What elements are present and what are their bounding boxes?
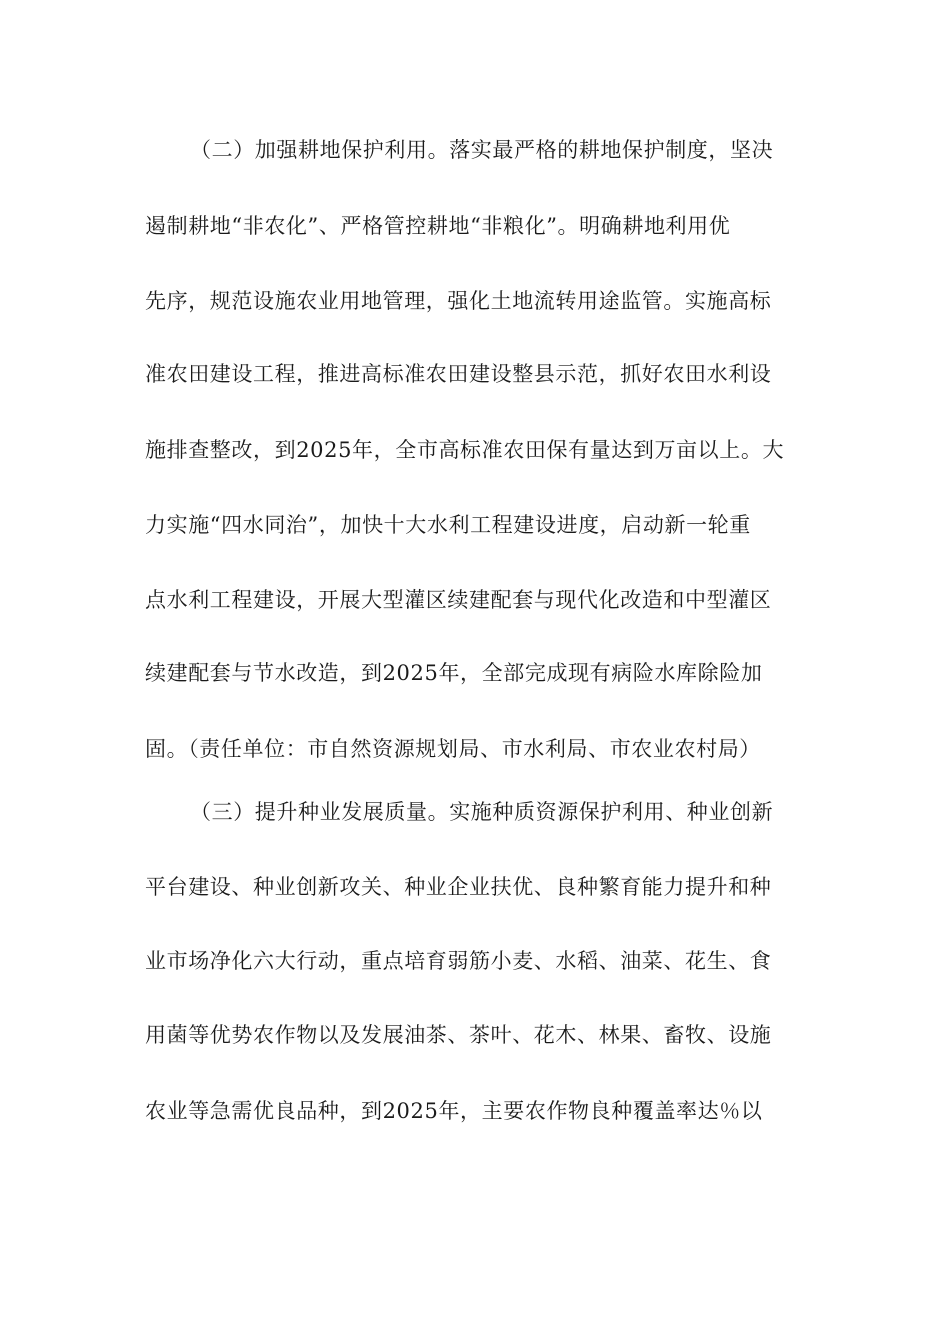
paragraph-2-line-7: 点水利工程建设，开展大型灌区续建配套与现代化改造和中型灌区 <box>145 588 772 612</box>
paragraph-3-line-3: 业市场净化六大行动，重点培育弱筋小麦、水稻、油菜、花生、食 <box>145 949 772 973</box>
paragraph-3-line-4: 用菌等优势农作物以及发展油茶、茶叶、花木、林果、畜牧、设施 <box>145 1023 772 1047</box>
paragraph-2-line-9: 固。（责任单位：市自然资源规划局、市水利局、市农业农村局） <box>145 737 761 761</box>
paragraph-3-line-1: （三）提升种业发展质量。实施种质资源保护利用、种业创新 <box>190 800 774 824</box>
paragraph-2-line-5: 施排查整改，到2025年，全市高标准农田保有量达到万亩以上。大 <box>145 438 785 462</box>
paragraph-3-line-2: 平台建设、种业创新攻关、种业企业扶优、良种繁育能力提升和种 <box>145 875 772 899</box>
paragraph-2-line-8: 续建配套与节水改造，到2025年，全部完成现有病险水库除险加 <box>145 661 763 685</box>
paragraph-2-line-6: 力实施“四水同治”，加快十大水利工程建设进度，启动新一轮重 <box>145 513 751 537</box>
paragraph-2-line-4: 准农田建设工程，推进高标准农田建设整县示范，抓好农田水利设 <box>145 362 772 386</box>
paragraph-2-line-1: （二）加强耕地保护利用。落实最严格的耕地保护制度，坚决 <box>190 138 774 162</box>
paragraph-2-line-3: 先序，规范设施农业用地管理，强化土地流转用途监管。实施高标 <box>145 289 772 313</box>
paragraph-2-line-2: 遏制耕地“非农化”、严格管控耕地“非粮化”。明确耕地利用优 <box>145 214 731 238</box>
paragraph-3-line-5: 农业等急需优良品种，到2025年，主要农作物良种覆盖率达％以 <box>145 1099 763 1123</box>
